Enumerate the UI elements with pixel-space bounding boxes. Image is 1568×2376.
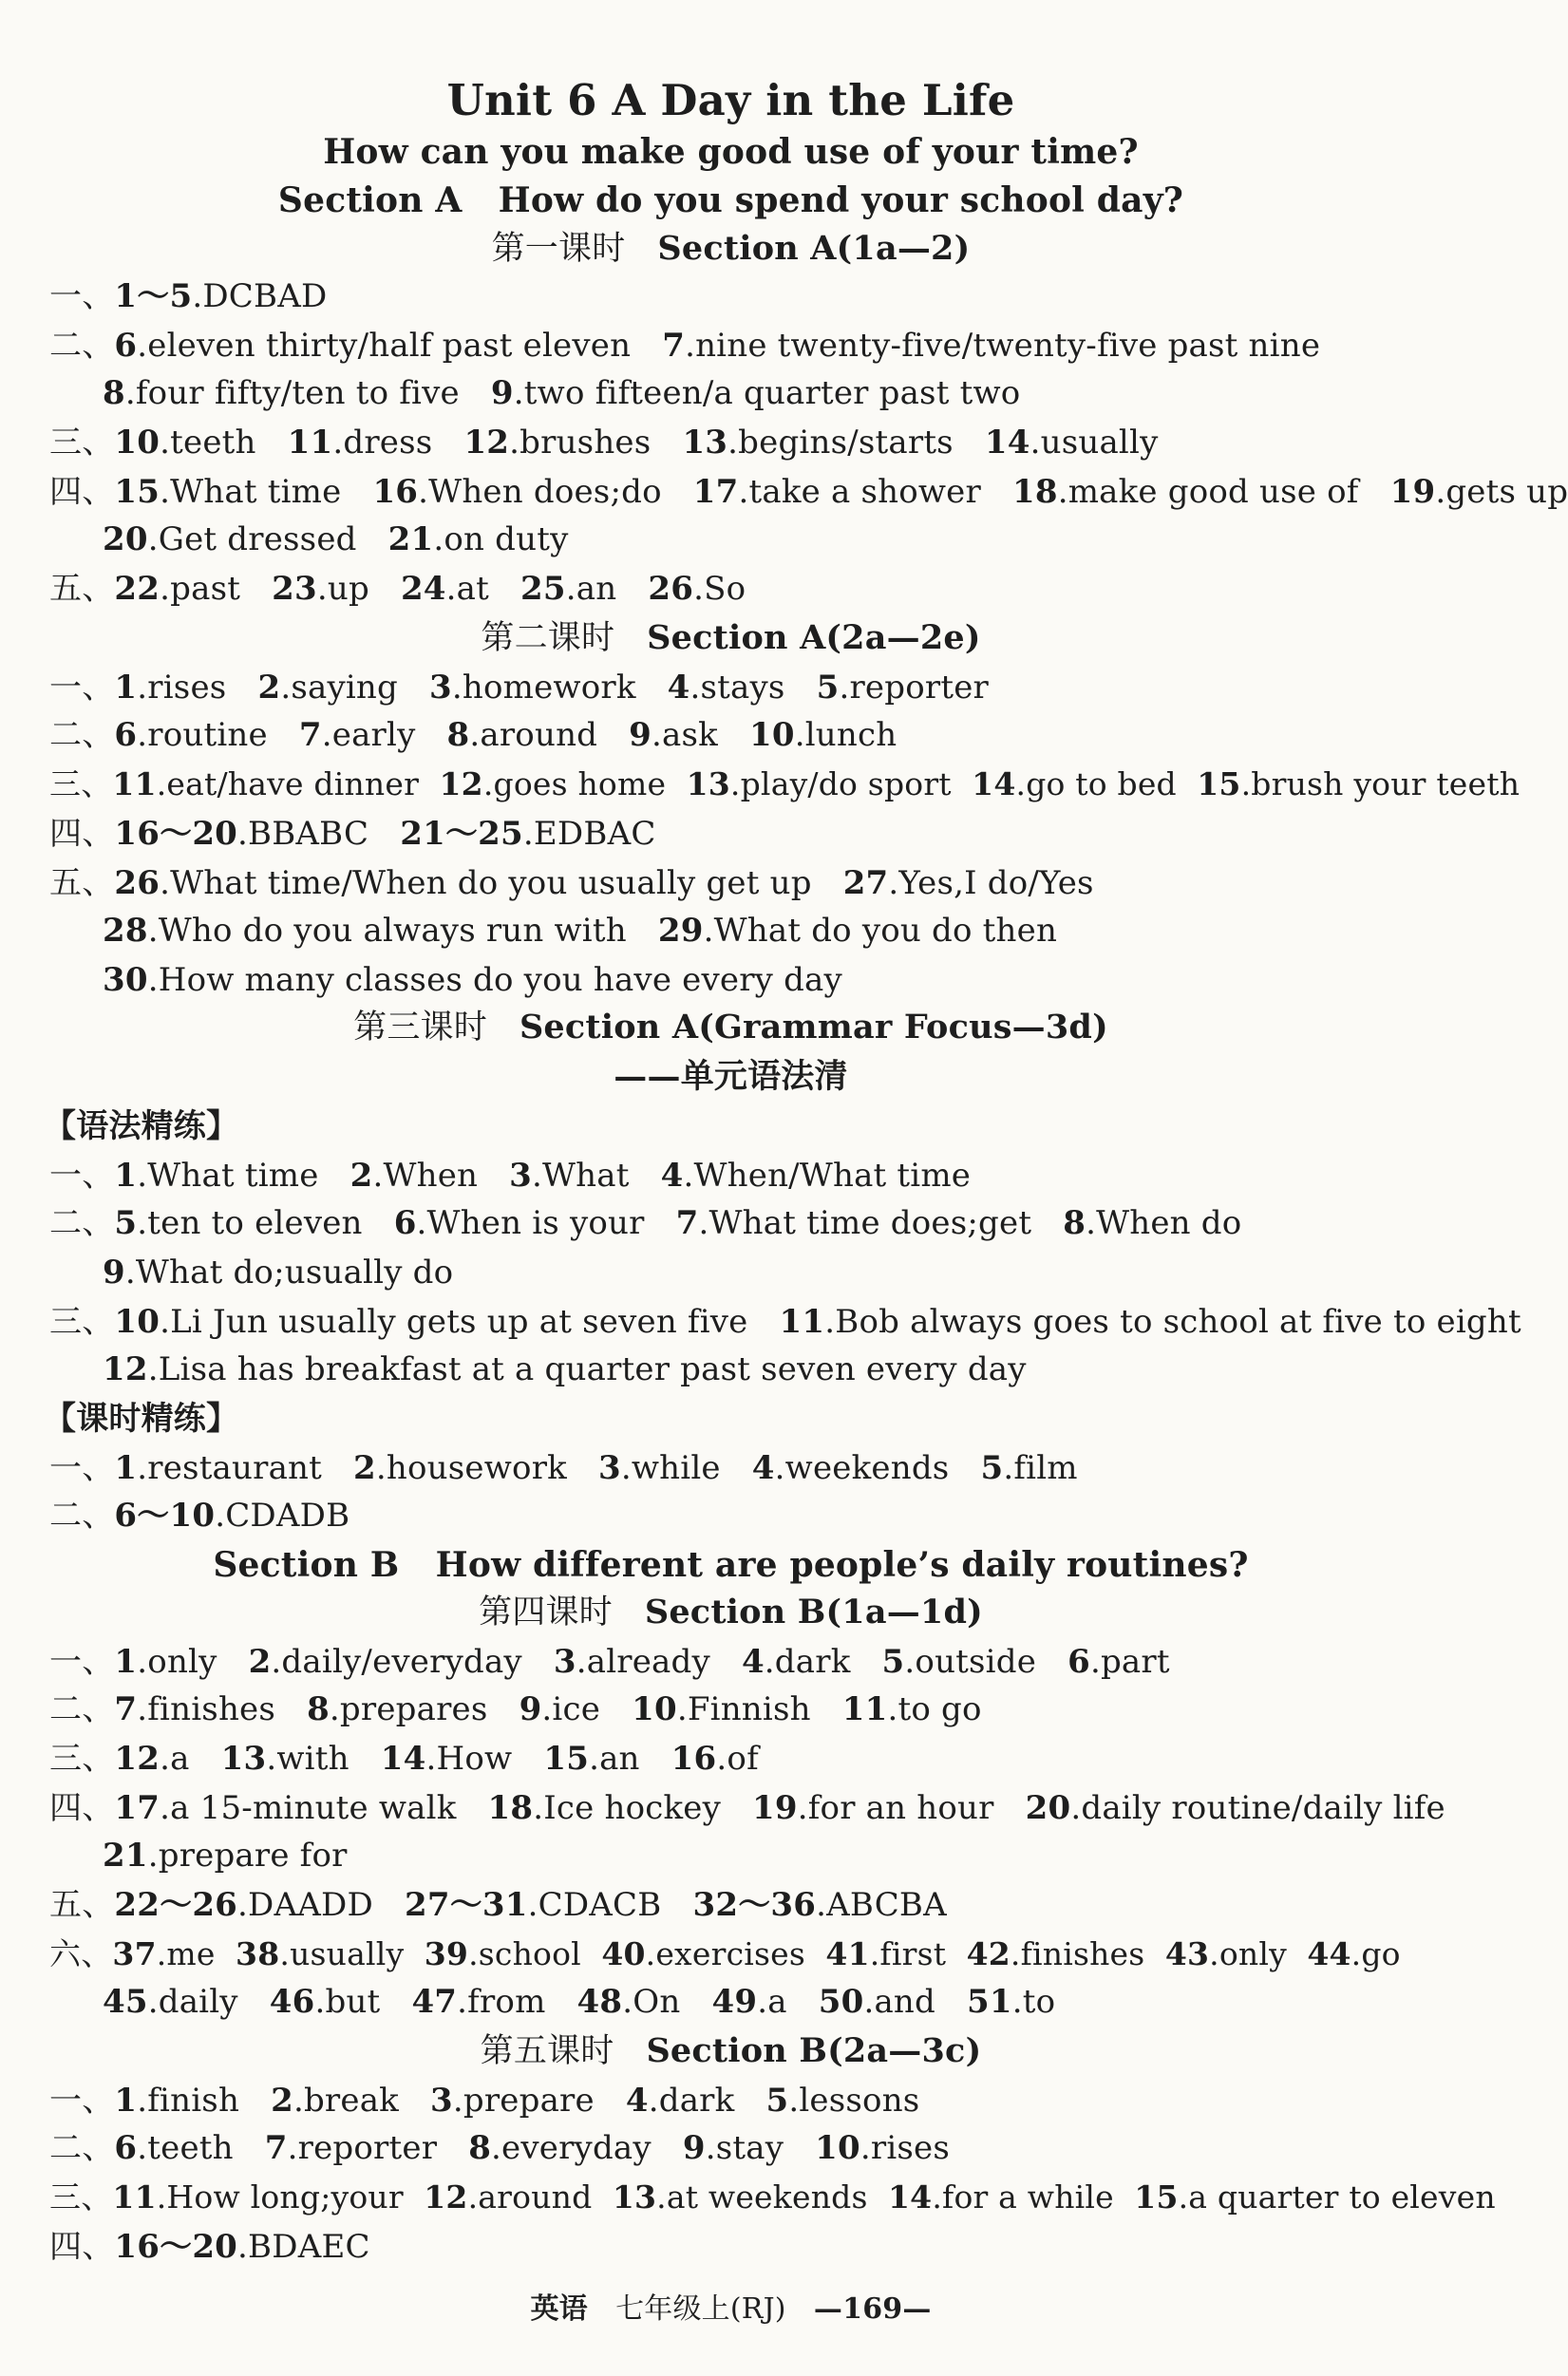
answer-line: 四、16～20.BBABC 21～25.EDBAC (49, 815, 656, 853)
section-b-heading: Section B How different are people’s daily routines? (213, 1545, 1249, 1585)
answer-line: 二、6～10.CDADB (49, 1497, 350, 1535)
answer-line: 一、1.What time 2.When 3.What 4.When/What time (49, 1157, 972, 1195)
unit-title: Unit 6 A Day in the Life (446, 75, 1015, 125)
answer-line: 二、6.eleven thirty/half past eleven 7.nine twenty-five/twenty-five past nine (49, 327, 1321, 365)
page-footer: 英语 七年级上(RJ) —169— (530, 2292, 932, 2326)
answer-line: 三、10.teeth 11.dress 12.brushes 13.begins/starts 14.usually (49, 424, 1159, 462)
answer-line: 四、16～20.BDAEC (49, 2228, 370, 2266)
answer-line: 四、15.What time 16.When does;do 17.take a shower 18.make good use of 19.gets up (49, 473, 1568, 511)
answer-line: 21.prepare for (103, 1837, 348, 1875)
answer-line: 一、1.rises 2.saying 3.homework 4.stays 5.reporter (49, 669, 989, 707)
unit-subtitle: How can you make good use of your time? (323, 132, 1139, 172)
lesson-1-heading: 第一课时 Section A(1a—2) (491, 229, 971, 268)
answer-line: 12.Lisa has breakfast at a quarter past seven every day (103, 1350, 1027, 1388)
answer-line: 45.daily 46.but 47.from 48.On 49.a 50.and 51.to (103, 1983, 1056, 2021)
answer-line: 四、17.a 15-minute walk 18.Ice hockey 19.for an hour 20.daily routine/daily life (49, 1789, 1445, 1827)
answer-line: 8.four fifty/ten to five 9.two fifteen/a quarter past two (103, 374, 1021, 412)
answer-line: 一、1.only 2.daily/everyday 3.already 4.dark 5.outside 6.part (49, 1643, 1170, 1681)
answer-line: 五、26.What time/When do you usually get up 27.Yes,I do/Yes (49, 864, 1094, 902)
answer-line: 二、7.finishes 8.prepares 9.ice 10.Finnish 11.to go (49, 1690, 982, 1728)
answer-line: 五、22.past 23.up 24.at 25.an 26.So (49, 570, 746, 608)
answer-line: 一、1.restaurant 2.housework 3.while 4.weekends 5.film (49, 1449, 1078, 1487)
answer-line: 30.How many classes do you have every day (103, 961, 842, 999)
answer-line: 三、10.Li Jun usually gets up at seven five 11.Bob always goes to school at five to eight (49, 1303, 1521, 1341)
answer-line: 28.Who do you always run with 29.What do you do then (103, 912, 1058, 950)
lesson-3-heading: 第三课时 Section A(Grammar Focus—3d) (353, 1008, 1108, 1047)
lesson-2-heading: 第二课时 Section A(2a—2e) (481, 618, 981, 657)
answer-line: 9.What do;usually do (103, 1254, 454, 1292)
grammar-practice-label: 【语法精练】 (44, 1107, 239, 1145)
section-a-heading: Section A How do you spend your school day? (277, 180, 1184, 220)
answer-line: 六、37.me 38.usually 39.school 40.exercises 41.first 42.finishes 43.only 44.go (49, 1935, 1401, 1972)
answer-line: 一、1.finish 2.break 3.prepare 4.dark 5.lessons (49, 2082, 920, 2120)
answer-line: 二、6.routine 7.early 8.around 9.ask 10.lunch (49, 716, 897, 754)
answer-line: 三、11.How long;your 12.around 13.at weekends 14.for a while 15.a quarter to eleven (49, 2178, 1496, 2216)
lesson-4-heading: 第四课时 Section B(1a—1d) (479, 1593, 983, 1631)
answer-line: 三、11.eat/have dinner 12.goes home 13.play/do sport 14.go to bed 15.brush your teeth (49, 765, 1521, 802)
answer-line: 20.Get dressed 21.on duty (103, 520, 569, 558)
answer-line: 五、22～26.DAADD 27～31.CDACB 32～36.ABCBA (49, 1886, 947, 1924)
answer-line: 一、1～5.DCBAD (49, 277, 328, 315)
lesson-practice-label: 【课时精练】 (44, 1400, 239, 1438)
answer-line: 三、12.a 13.with 14.How 15.an 16.of (49, 1740, 759, 1778)
answer-line: 二、5.ten to eleven 6.When is your 7.What time does;get 8.When do (49, 1204, 1242, 1242)
lesson-3-subheading: ——单元语法清 (614, 1057, 848, 1096)
lesson-5-heading: 第五课时 Section B(2a—3c) (480, 2031, 982, 2070)
answer-line: 二、6.teeth 7.reporter 8.everyday 9.stay 10.rises (49, 2129, 951, 2167)
